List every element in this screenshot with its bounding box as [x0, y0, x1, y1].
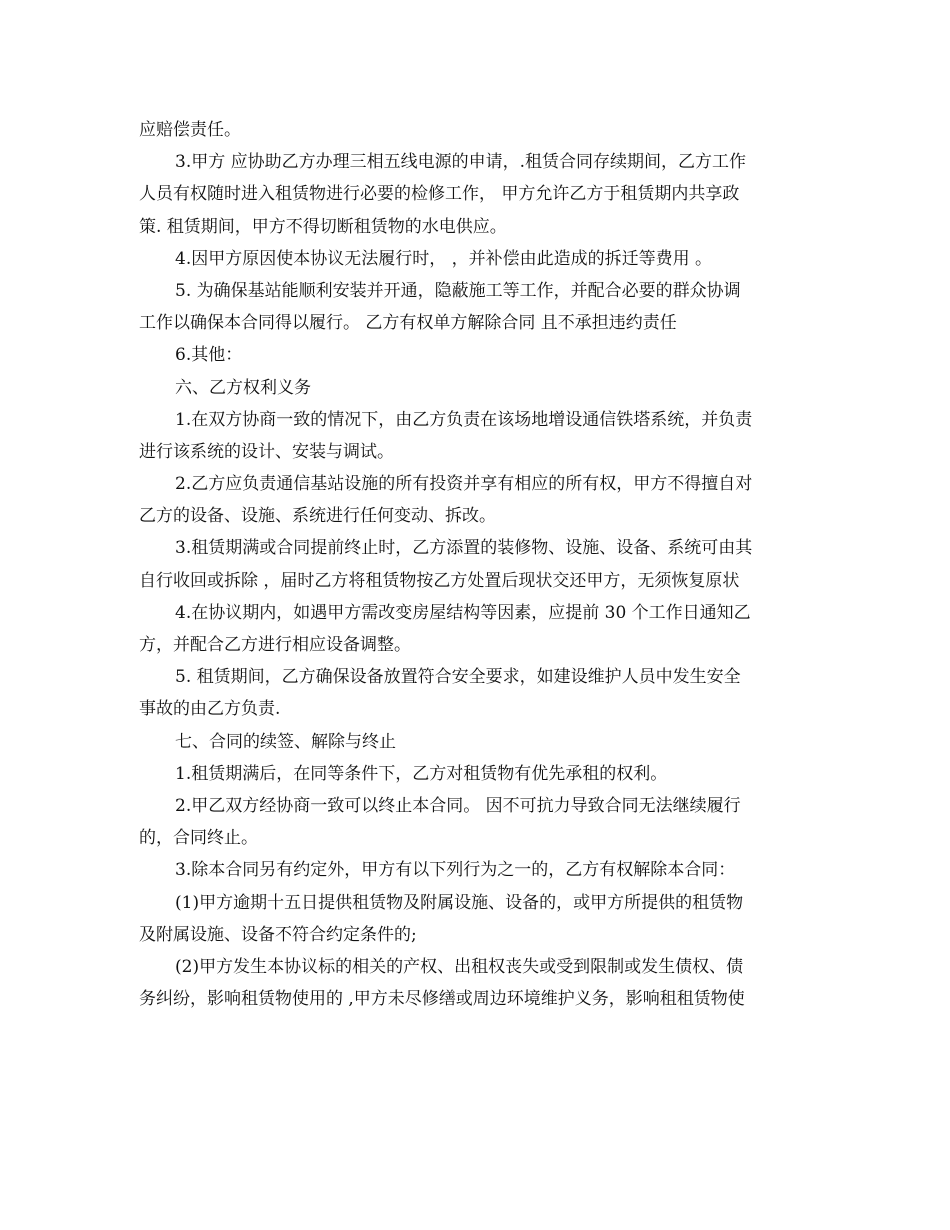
text-line: 事故的由乙方负责. [139, 699, 281, 720]
text-line: 的，合同终止。 [139, 828, 258, 849]
text-line: 5. 租赁期间，乙方确保设备放置符合安全要求，如建设维护人员中发生安全 [175, 667, 741, 688]
text-line: 进行该系统的设计、安装与调试。 [139, 441, 394, 462]
text-line: 应赔偿责任。 [139, 120, 241, 140]
text-line: 3.甲方 应协助乙方办理三相五线电源的申请，.租赁合同存续期间，乙方工作 [175, 152, 747, 173]
text-line: 4.因甲方原因使本协议无法履行时， ，并补偿由此造成的拆迁等费用 。 [175, 248, 713, 269]
text-line: 六、乙方权利义务 [175, 377, 311, 398]
text-line: 务纠纷，影响租赁物使用的 ,甲方未尽修缮或周边环境维护义务，影响租租赁物使 [139, 989, 745, 1010]
text-line: 策. 租赁期间，甲方不得切断租赁物的水电供应。 [139, 216, 507, 237]
text-line: 人员有权随时进入租赁物进行必要的检修工作， 甲方允许乙方于租赁期内共享政 [139, 184, 740, 205]
text-line: 七、合同的续签、解除与终止 [175, 731, 396, 752]
text-line: 1.租赁期满后，在同等条件下，乙方对租赁物有优先承租的权利。 [175, 763, 668, 784]
text-line: 2.乙方应负责通信基站设施的所有投资并享有相应的所有权，甲方不得擅自对 [175, 474, 753, 495]
text-line: 5. 为确保基站能顺利安装并开通，隐蔽施工等工作，并配合必要的群众协调 [175, 280, 741, 301]
document-body [139, 117, 819, 1018]
text-line: 工作以确保本合同得以履行。 乙方有权单方解除合同 且不承担违约责任 [139, 313, 677, 334]
text-line: 方，并配合乙方进行相应设备调整。 [139, 635, 411, 655]
text-line: 及附属设施、设备不符合约定条件的; [139, 924, 417, 945]
text-line: 3.租赁期满或合同提前终止时，乙方添置的装修物、设施、设备、系统可由其 [175, 538, 753, 559]
text-line: 自行收回或拆除 ，届时乙方将租赁物按乙方处置后现状交还甲方，无须恢复原状 [139, 570, 740, 591]
text-line: 6.其他： [175, 345, 243, 366]
text-line: (2)甲方发生本协议标的相关的产权、出租权丧失或受到限制或发生债权、债 [175, 956, 744, 977]
text-line: 4.在协议期内，如遇甲方需改变房屋结构等因素，应提前 30 个工作日通知乙 [175, 602, 751, 623]
text-line: 乙方的设备、设施、系统进行任何变动、拆改。 [139, 506, 496, 527]
text-line: (1)甲方逾期十五日提供租赁物及附属设施、设备的，或甲方所提供的租赁物 [175, 892, 744, 913]
text-line: 3.除本合同另有约定外，甲方有以下列行为之一的，乙方有权解除本合同： [175, 860, 736, 881]
text-line: 2.甲乙双方经协商一致可以终止本合同。 因不可抗力导致合同无法继续履行 [175, 795, 741, 816]
text-line: 1.在双方协商一致的情况下，由乙方负责在该场地增设通信铁塔系统，并负责 [175, 409, 753, 430]
